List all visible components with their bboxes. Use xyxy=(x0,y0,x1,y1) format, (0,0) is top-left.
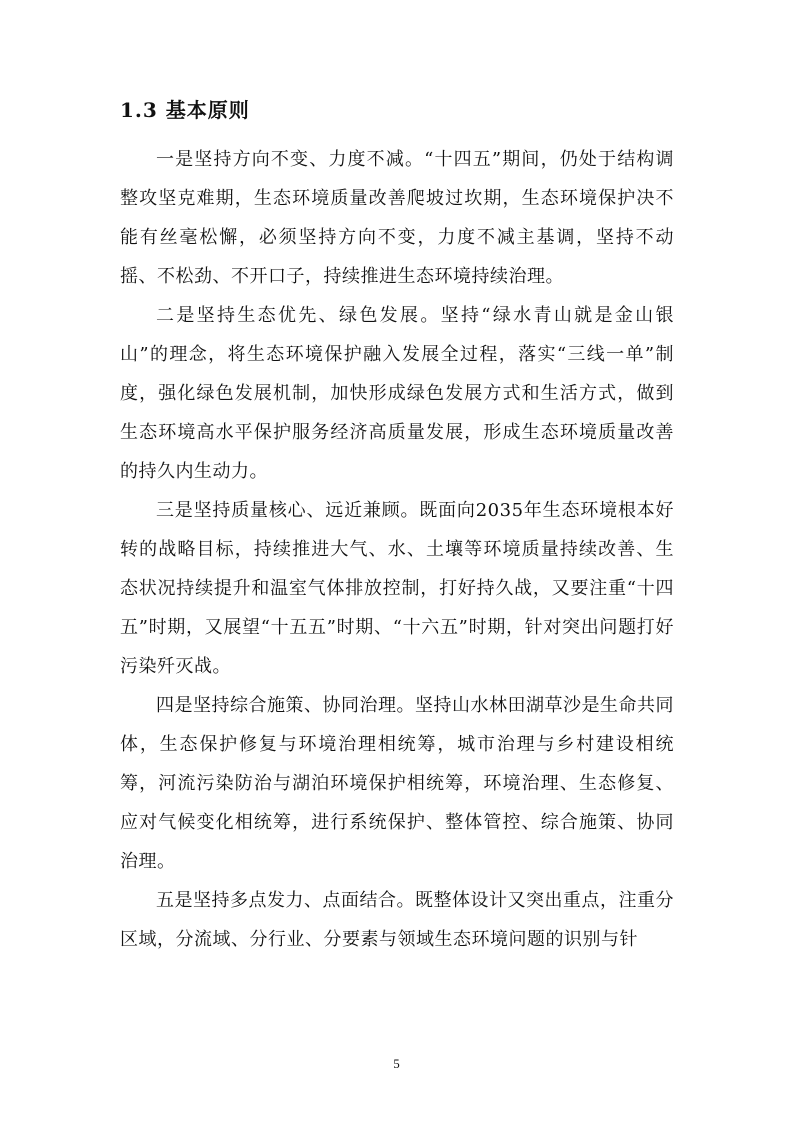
paragraph-principle-1: 一是坚持方向不变、力度不减。“十四五”期间，仍处于结构调整攻坚克难期，生态环境质量改善爬坡过坎期，生态环境保护决不能有丝毫松懈，必须坚持方向不变，力度不减主基调，坚持不动摇、不松劲、不开口子，持续推进生态环境持续治理。 xyxy=(120,149,674,287)
body-text xyxy=(120,140,674,959)
paragraph-principle-2: 二是坚持生态优先、绿色发展。坚持“绿水青山就是金山银山”的理念，将生态环境保护融入发展全过程，落实“三线一单”制度，强化绿色发展机制，加快形成绿色发展方式和生活方式，做到生态环境高水平保护服务经济高质量发展，形成生态环境质量改善的持久内生动力。 xyxy=(120,305,674,482)
paragraph-principle-3: 三是坚持质量核心、远近兼顾。既面向2035年生态环境根本好转的战略目标，持续推进大气、水、土壤等环境质量持续改善、生态状况持续提升和温室气体排放控制，打好持久战，又要注重“十四五”时期，又展望“十五五”时期、“十六五”时期，针对突出问题打好污染歼灭战。 xyxy=(120,500,674,677)
section-heading: 1.3 基本原则 xyxy=(120,98,250,122)
paragraph-principle-4: 四是坚持综合施策、协同治理。坚持山水林田湖草沙是生命共同体，生态保护修复与环境治理相统筹，城市治理与乡村建设相统筹，河流污染防治与湖泊环境保护相统筹，环境治理、生态修复、应对气候变化相统筹，进行系统保护、整体管控、综合施策、协同治理。 xyxy=(120,695,674,872)
paragraph-principle-5: 五是坚持多点发力、点面结合。既整体设计又突出重点，注重分区域，分流域、分行业、分要素与领域生态环境问题的识别与针 xyxy=(120,890,674,950)
page-number: 5 xyxy=(393,1056,400,1071)
